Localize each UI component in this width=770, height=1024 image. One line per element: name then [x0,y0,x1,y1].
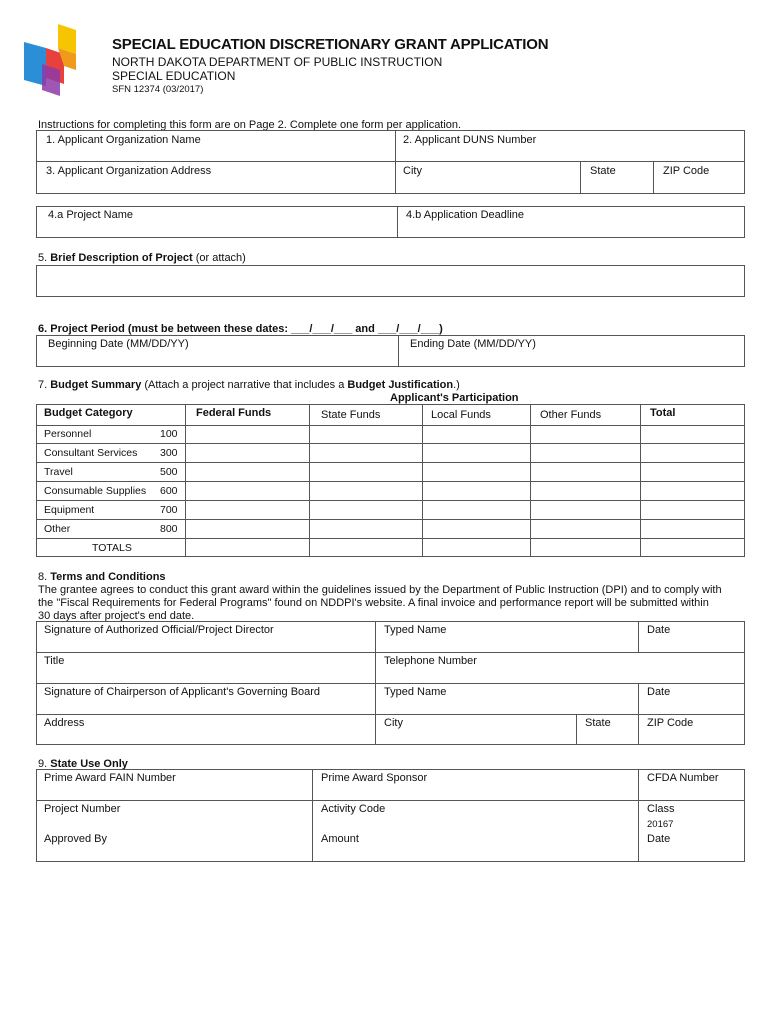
row-code: 700 [160,504,178,516]
deadline-field[interactable] [402,222,740,235]
end-date-label: Ending Date (MM/DD/YY) [410,338,536,350]
city-label: City [403,165,422,177]
row-category-name: Consultant Services [44,447,138,459]
begin-date-label: Beginning Date (MM/DD/YY) [48,338,189,350]
class-label: Class [647,803,675,815]
address-label: Address [44,717,85,729]
fain-label: Prime Award FAIN Number [44,772,176,784]
row-category-name: Equipment [44,504,95,516]
nddpi-logo [24,24,80,96]
typed-name-field[interactable] [380,637,632,650]
date-field[interactable] [643,637,741,650]
date-label: Date [647,833,671,845]
city-field[interactable] [400,178,575,191]
duns-field[interactable] [400,146,740,159]
totals-label: TOTALS [92,542,132,554]
project-period-heading: 6. Project Period (must be between these dates: ___/___/___ and ___/___/___) [38,323,443,335]
state-label: State [590,165,616,177]
col-federal-funds: Federal Funds [196,407,272,419]
state-field[interactable] [585,178,649,191]
date-label: Date [647,624,671,636]
cfda-label: CFDA Number [647,772,719,784]
row-code: 100 [160,428,178,440]
amount-label: Amount [321,833,359,845]
instructions-text: Instructions for completing this form are on Page 2. Complete one form per application. [38,119,462,131]
sig-official-label: Signature of Authorized Official/Project Director [44,624,274,636]
applicants-participation-label: Applicant's Participation [390,392,519,404]
state-use-heading: 9. State Use Only [38,758,128,770]
sponsor-label: Prime Award Sponsor [321,772,428,784]
project-name-field[interactable] [42,222,392,235]
end-date-field[interactable] [404,351,740,364]
terms-line-1: The grantee agrees to conduct this grant award within the guidelines issued by the Department of Public Instruction (DPI) and to comply with [38,584,722,596]
division-name: SPECIAL EDUCATION [112,69,236,83]
typed-name-label: Typed Name [384,624,447,636]
zip-label: ZIP Code [663,165,710,177]
class-value: 20167 [647,819,674,830]
col-budget-category: Budget Category [44,407,133,419]
date-label: Date [647,686,671,698]
terms-heading: 8. Terms and Conditions [38,571,166,583]
row-code: 600 [160,485,178,497]
address-field[interactable] [40,730,370,743]
row-category-name: Other [44,523,71,535]
duns-label: 2. Applicant DUNS Number [403,134,537,146]
col-state-funds: State Funds [321,409,381,421]
col-total: Total [650,407,676,419]
row-category-name: Consumable Supplies [44,485,147,497]
zip-field[interactable] [658,178,742,191]
row-category-name: Travel [44,466,73,478]
title-label: Title [44,655,65,667]
sig-chair-label: Signature of Chairperson of Applicant's Governing Board [44,686,321,698]
title-field[interactable] [40,668,370,681]
department-name: NORTH DAKOTA DEPARTMENT OF PUBLIC INSTRUCTION [112,55,443,69]
approved-by-label: Approved By [44,833,107,845]
typed-name-label: Typed Name [384,686,447,698]
deadline-label: 4.b Application Deadline [406,209,525,221]
row-code: 800 [160,523,178,535]
org-name-field[interactable] [40,146,390,159]
row-code: 300 [160,447,178,459]
telephone-label: Telephone Number [384,655,477,667]
telephone-field[interactable] [380,668,740,681]
form-title: SPECIAL EDUCATION DISCRETIONARY GRANT APPLICATION [112,36,549,53]
activity-code-label: Activity Code [321,803,386,815]
col-other-funds: Other Funds [540,409,602,421]
project-name-label: 4.a Project Name [48,209,133,221]
state-label: State [585,717,611,729]
org-address-field[interactable] [40,178,390,191]
zip-label: ZIP Code [647,717,694,729]
org-address-label: 3. Applicant Organization Address [46,165,212,177]
row-code: 500 [160,466,178,478]
brief-description-field[interactable] [40,268,740,294]
terms-line-3: 30 days after project's end date. [38,610,195,622]
city-label: City [384,717,403,729]
brief-description-heading: 5. Brief Description of Project (or attach) [38,252,246,264]
budget-summary-heading: 7. Budget Summary (Attach a project narrative that includes a Budget Justification.) [38,379,460,391]
begin-date-field[interactable] [42,351,392,364]
project-number-label: Project Number [44,803,121,815]
col-local-funds: Local Funds [431,409,491,421]
terms-line-2: the "Fiscal Requirements for Federal Programs" found on NDDPI's website. A final invoice and performance report will be submitted within [38,597,709,609]
form-number: SFN 12374 (03/2017) [112,84,204,95]
org-name-label: 1. Applicant Organization Name [46,134,201,146]
row-category-name: Personnel [44,428,92,440]
